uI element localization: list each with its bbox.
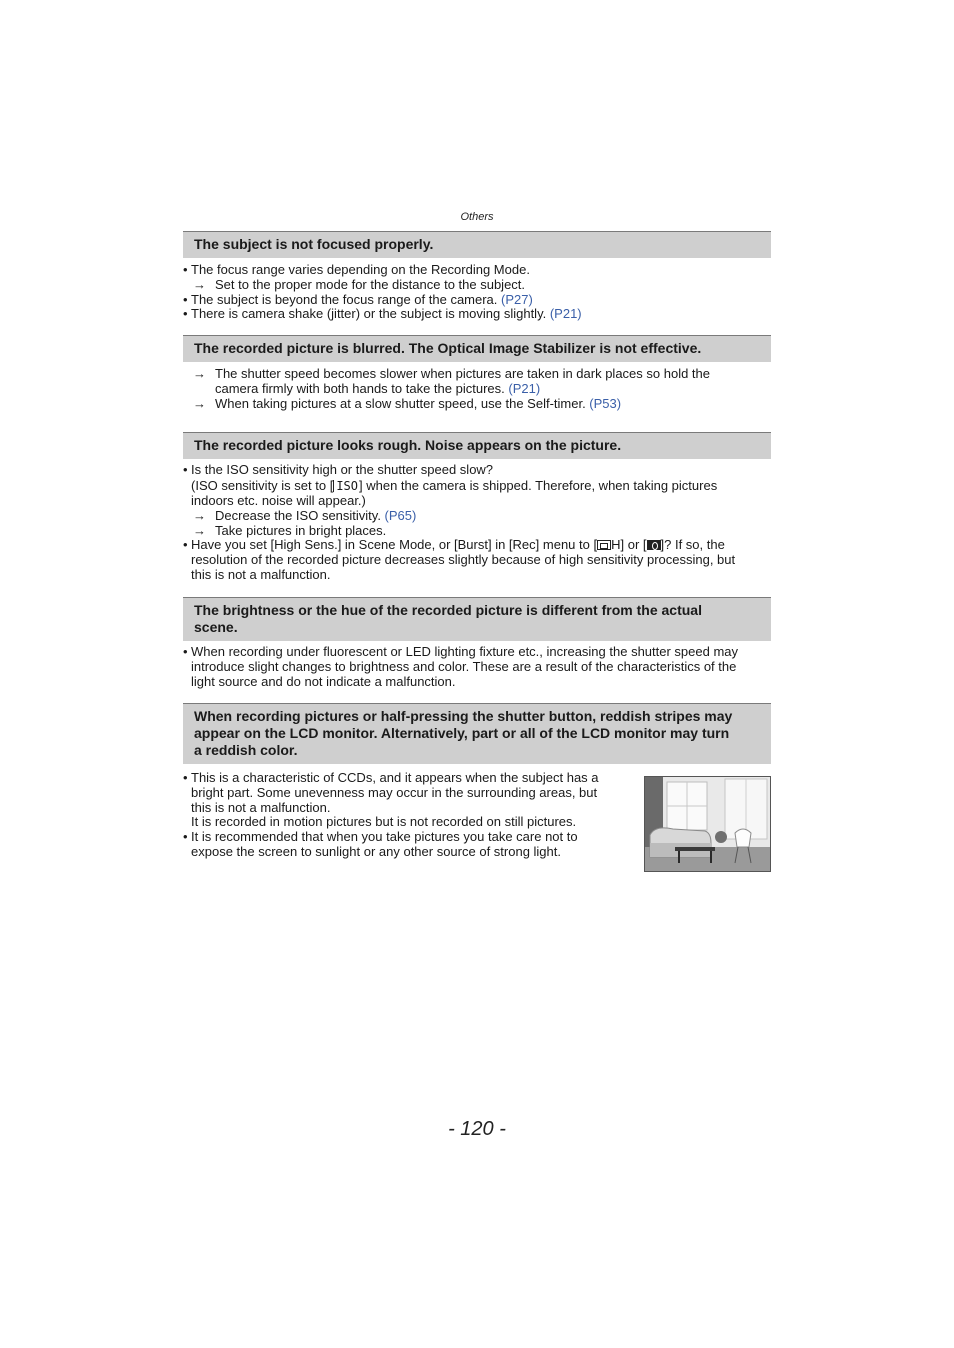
heading-line: scene.	[194, 619, 238, 635]
section-heading-rough: The recorded picture looks rough. Noise appears on the picture.	[183, 432, 771, 459]
intelligent-iso-icon: ISO	[333, 480, 359, 492]
bullet-item	[183, 463, 771, 478]
burst-icon	[597, 540, 611, 550]
room-photo	[644, 776, 771, 872]
arrow-text: Set to the proper mode for the distance to the subject.	[215, 276, 526, 292]
bullet-text: There is camera shake (jitter) or the subject is moving slightly.	[191, 306, 550, 322]
section-body-not-focused	[183, 263, 771, 322]
bullet-item	[183, 771, 633, 830]
arrow-item	[183, 278, 771, 293]
arrow-text: When taking pictures at a slow shutter speed, use the Self-timer.	[215, 395, 590, 411]
page-ref-link[interactable]: (P21)	[549, 306, 582, 322]
section-heading-blurred: The recorded picture is blurred. The Optical Image Stabilizer is not effective.	[183, 335, 771, 362]
arrow-icon: →	[193, 395, 206, 411]
text-fragment: this is not a malfunction.	[191, 566, 331, 582]
section-body-rough	[183, 463, 771, 583]
text-fragment: introduce slight changes to brightness and color. These are a result of the characteristics of the	[191, 658, 737, 674]
text-fragment: expose the screen to sunlight or any other source of strong light.	[191, 843, 561, 859]
arrow-text: camera firmly with both hands to take the pictures.	[215, 380, 509, 396]
bullet-text: The subject is beyond the focus range of the camera.	[191, 291, 502, 307]
page-ref-link[interactable]: (P27)	[501, 291, 533, 307]
bullet-item	[183, 538, 771, 582]
bullet-item	[183, 307, 771, 322]
page-ref-link[interactable]: (P53)	[589, 395, 622, 411]
text-fragment: resolution of the recorded picture decreases slightly because of high sensitivity processing, but	[191, 552, 736, 568]
arrow-icon: →	[193, 276, 206, 292]
heading-line: When recording pictures or half-pressing the shutter button, reddish stripes may	[194, 708, 733, 724]
arrow-icon: →	[193, 366, 206, 381]
text-fragment: ] when the camera is shipped. Therefore, when taking pictures	[359, 477, 718, 493]
page-ref-link[interactable]: (P65)	[384, 507, 417, 523]
bullet-item	[183, 263, 771, 278]
page-ref-link[interactable]: (P21)	[508, 380, 541, 396]
section-body-reddish-stripes	[183, 771, 633, 860]
text-fragment: This is a characteristic of CCDs, and it appears when the subject has a	[191, 770, 599, 785]
section-heading-reddish-stripes	[183, 703, 771, 764]
text-fragment: (ISO sensitivity is set to [	[191, 477, 334, 493]
arrow-item	[183, 397, 771, 412]
page-number: - 120 -	[448, 1118, 506, 1140]
heading-line: appear on the LCD monitor. Alternatively, part or all of the LCD monitor may turn	[194, 725, 730, 741]
text-fragment: bright part. Some unevenness may occur in the surrounding areas, but	[191, 784, 598, 800]
flash-burst-icon	[647, 540, 661, 550]
text-fragment: ]? If so, the	[660, 537, 725, 553]
bullet-item	[183, 293, 771, 308]
section-body-brightness	[183, 645, 771, 689]
arrow-item	[183, 367, 771, 397]
arrow-text: Decrease the ISO sensitivity.	[215, 507, 385, 523]
text-fragment: Have you set [High Sens.] in Scene Mode, or [Burst] in [Rec] menu to [	[191, 537, 598, 553]
section-heading-brightness	[183, 597, 771, 641]
section-heading-not-focused: The subject is not focused properly.	[183, 231, 771, 258]
text-fragment: ] or [	[620, 537, 647, 553]
arrow-icon: →	[193, 507, 206, 523]
arrow-item	[183, 509, 771, 524]
text-fragment: It is recommended that when you take pictures you take care not to	[191, 829, 578, 845]
text-fragment: light source and do not indicate a malfunction.	[191, 673, 456, 689]
running-head: Others	[460, 211, 494, 223]
bullet-text: The focus range varies depending on the Recording Mode.	[191, 262, 530, 277]
heading-line: a reddish color.	[194, 742, 298, 758]
bullet-item	[183, 830, 633, 860]
arrow-icon: →	[193, 522, 206, 538]
text-fragment: indoors etc. noise will appear.)	[191, 493, 366, 509]
arrow-text: The shutter speed becomes slower when pictures are taken in dark places so hold the	[215, 366, 710, 381]
room-photo-illustration	[645, 777, 770, 871]
bullet-item	[183, 645, 771, 689]
arrow-text: Take pictures in bright places.	[215, 522, 387, 538]
text-fragment: this is not a malfunction.	[191, 799, 331, 815]
continuation-text	[183, 478, 771, 509]
text-fragment: It is recorded in motion pictures but is not recorded on still pictures.	[191, 814, 577, 830]
burst-high-speed-label: H	[611, 537, 621, 553]
section-body-blurred	[183, 367, 771, 411]
heading-line: The brightness or the hue of the recorded picture is different from the actual	[194, 602, 702, 618]
text-fragment: When recording under fluorescent or LED lighting fixture etc., increasing the shutter speed may	[191, 644, 739, 659]
bullet-text: Is the ISO sensitivity high or the shutter speed slow?	[191, 462, 494, 477]
arrow-item	[183, 524, 771, 539]
